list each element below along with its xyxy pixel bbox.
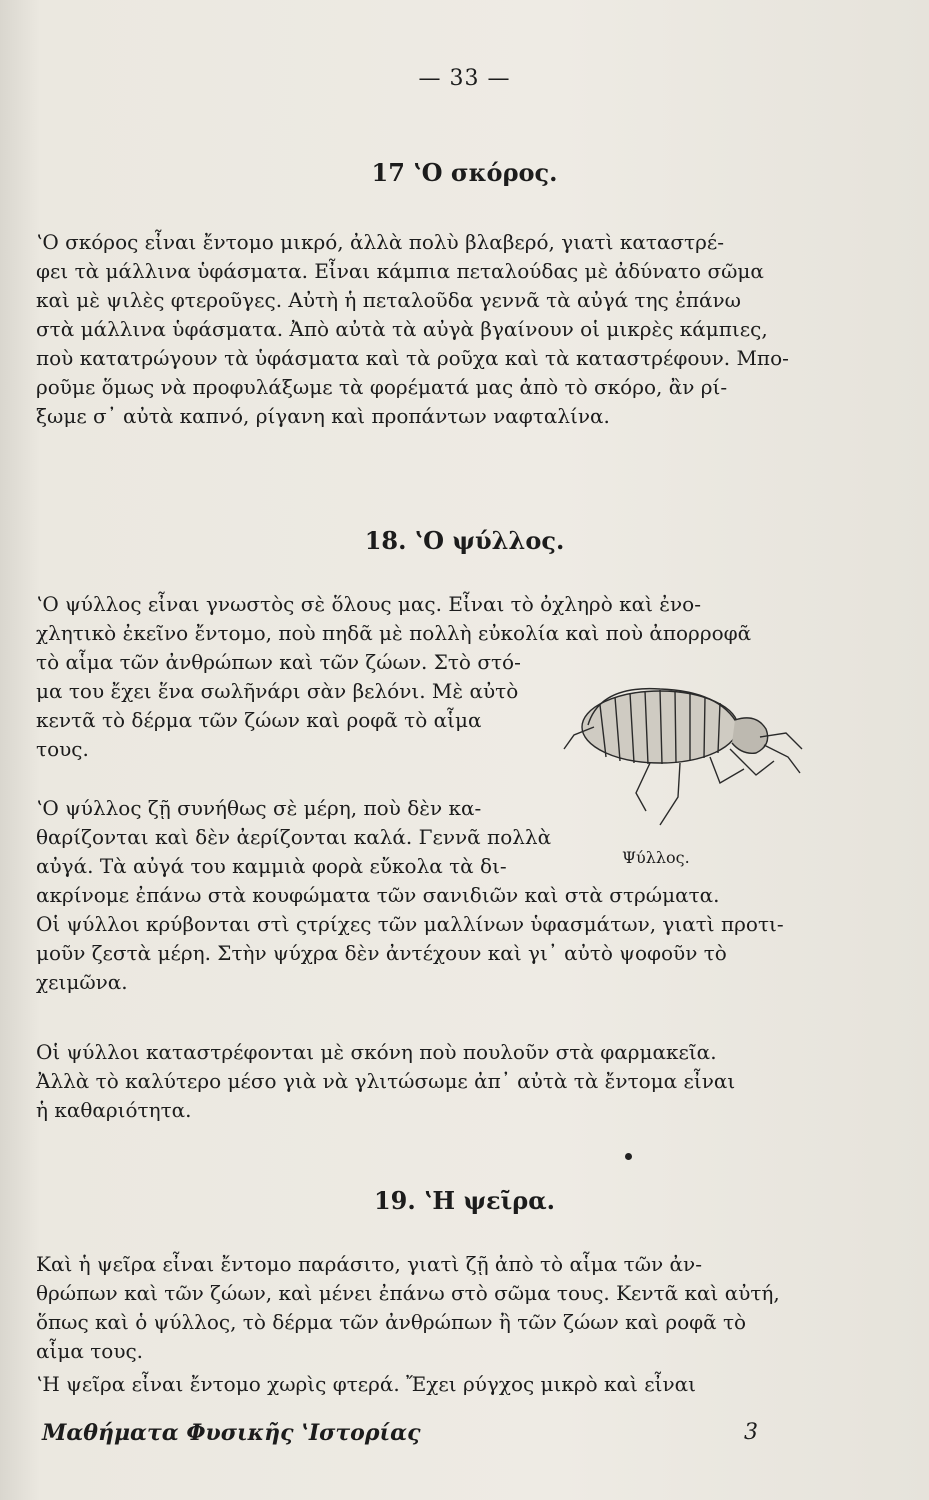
text-line: ακρίνομε ἐπάνω στὰ κουφώματα τῶν σανιδιῶν καὶ στὰ στρώματα. bbox=[36, 883, 720, 907]
section-19-paragraph-1 bbox=[36, 1250, 806, 1366]
text-line: χειμῶνα. bbox=[36, 970, 128, 994]
section-19-title: 19. ʽΗ ψεῖρα. bbox=[373, 1186, 556, 1215]
ink-dot bbox=[625, 1153, 632, 1160]
section-18-paragraph-1-narrow bbox=[36, 648, 546, 764]
flea-illustration bbox=[560, 665, 810, 835]
text-line: μα του ἔχει ἕνα σωλῆνάρι σὰν βελόνι. Μὲ αὐτὸ bbox=[36, 679, 519, 703]
section-18-paragraph-1 bbox=[36, 590, 806, 648]
text-line: ʽΟ ψύλλος ζῇ συνήθως σὲ μέρη, ποὺ δὲν κα- bbox=[36, 796, 482, 820]
text-line: ʽΟ ψύλλος εἶναι γνωστὸς σὲ ὅλους μας. Εἶναι τὸ ὀχληρὸ καὶ ἐνο- bbox=[36, 592, 701, 616]
text-line: καὶ μὲ ψιλὲς φτεροῦγες. Αὐτὴ ἡ πεταλοῦδα γεννᾶ τὰ αὐγά της ἐπάνω bbox=[36, 288, 741, 312]
figure-caption: Ψύλλος. bbox=[622, 848, 690, 867]
text-line: χλητικὸ ἐκεῖνο ἔντομο, ποὺ πηδᾶ μὲ πολλὴ εὐκολία καὶ ποὺ ἀπορροφᾶ bbox=[36, 621, 752, 645]
text-line: αὐγά. Τὰ αὐγά του καμμιὰ φορὰ εὔκολα τὰ δι- bbox=[36, 854, 507, 878]
footer-title: Μαθήματα Φυσικῆς ʽΙστορίας bbox=[42, 1420, 421, 1446]
section-17-title: 17 ʽΟ σκόρος. bbox=[371, 158, 558, 187]
text-line: φει τὰ μάλλινα ὑφάσματα. Εἶναι κάμπια πεταλούδας μὲ ἀδύνατο σῶμα bbox=[36, 259, 764, 283]
text-line: τους. bbox=[36, 737, 89, 761]
text-line: αἷμα τους. bbox=[36, 1339, 144, 1363]
text-line: ʽΟ σκόρος εἶναι ἔντομο μικρό, ἀλλὰ πολὺ βλαβερό, γιατὶ καταστρέ- bbox=[36, 230, 724, 254]
section-18-title: 18. ʽΟ ψύλλος. bbox=[364, 526, 565, 555]
text-line: Οἱ ψύλλοι κρύβονται στὶ ςτρίχες τῶν μαλλίνων ὑφασμάτων, γιατὶ προτι- bbox=[36, 912, 784, 936]
text-line: τὸ αἷμα τῶν ἀνθρώπων καὶ τῶν ζώων. Στὸ στό- bbox=[36, 650, 521, 674]
text-line: ʽΗ ψεῖρα εἶναι ἔντομο χωρὶς φτερά. Ἔχει ρύγχος μικρὸ καὶ εἶναι bbox=[36, 1372, 696, 1396]
text-line: θρώπων καὶ τῶν ζώων, καὶ μένει ἐπάνω στὸ σῶμα τους. Κεντᾶ καὶ αὐτή, bbox=[36, 1281, 780, 1305]
text-line: στὰ μάλλινα ὑφάσματα. Ἀπὸ αὐτὰ τὰ αὐγὰ βγαίνουν οἱ μικρὲς κάμπιες, bbox=[36, 317, 768, 341]
text-line: μοῦν ζεστὰ μέρη. Στὴν ψύχρα δὲν ἀντέχουν καὶ γι᾿ αὐτὸ ψοφοῦν τὸ bbox=[36, 941, 727, 965]
text-line: θαρίζονται καὶ δὲν ἀερίζονται καλά. Γεννᾶ πολλὰ bbox=[36, 825, 552, 849]
text-line: ροῦμε ὅμως νὰ προφυλάξωμε τὰ φορέματά μας ἀπὸ τὸ σκόρο, ἂν ρί- bbox=[36, 375, 728, 399]
section-18-paragraph-2-narrow bbox=[36, 794, 552, 881]
text-line: Ἀλλὰ τὸ καλύτερο μέσο γιὰ νὰ γλιτώσωμε ἀπ᾿ αὐτὰ τὰ ἔντομα εἶναι bbox=[36, 1069, 736, 1093]
section-18-paragraph-3 bbox=[36, 1038, 806, 1125]
text-line: Οἱ ψύλλοι καταστρέφονται μὲ σκόνη ποὺ πουλοῦν στὰ φαρμακεῖα. bbox=[36, 1040, 717, 1064]
text-line: ποὺ κατατρώγουν τὰ ὑφάσματα καὶ τὰ ροῦχα καὶ τὰ καταστρέφουν. Μπο- bbox=[36, 346, 789, 370]
page-number: — 33 — bbox=[418, 66, 511, 91]
text-line: ἡ καθαριότητα. bbox=[36, 1098, 192, 1122]
footer-signature: 3 bbox=[744, 1420, 758, 1445]
text-line: ξωμε σ᾿ αὐτὰ καπνό, ρίγανη καὶ προπάντων ναφταλίνα. bbox=[36, 404, 610, 428]
section-17-paragraph bbox=[36, 228, 806, 431]
section-18-paragraph-2 bbox=[36, 881, 806, 997]
text-line: ὅπως καὶ ὁ ψύλλος, τὸ δέρμα τῶν ἀνθρώπων ἢ τῶν ζώων καὶ ροφᾶ τὸ bbox=[36, 1310, 747, 1334]
section-19-paragraph-2 bbox=[36, 1370, 806, 1399]
text-line: Καὶ ἡ ψεῖρα εἶναι ἔντομο παράσιτο, γιατὶ ζῇ ἀπὸ τὸ αἷμα τῶν ἀν- bbox=[36, 1252, 702, 1276]
text-line: κεντᾶ τὸ δέρμα τῶν ζώων καὶ ροφᾶ τὸ αἷμα bbox=[36, 708, 482, 732]
